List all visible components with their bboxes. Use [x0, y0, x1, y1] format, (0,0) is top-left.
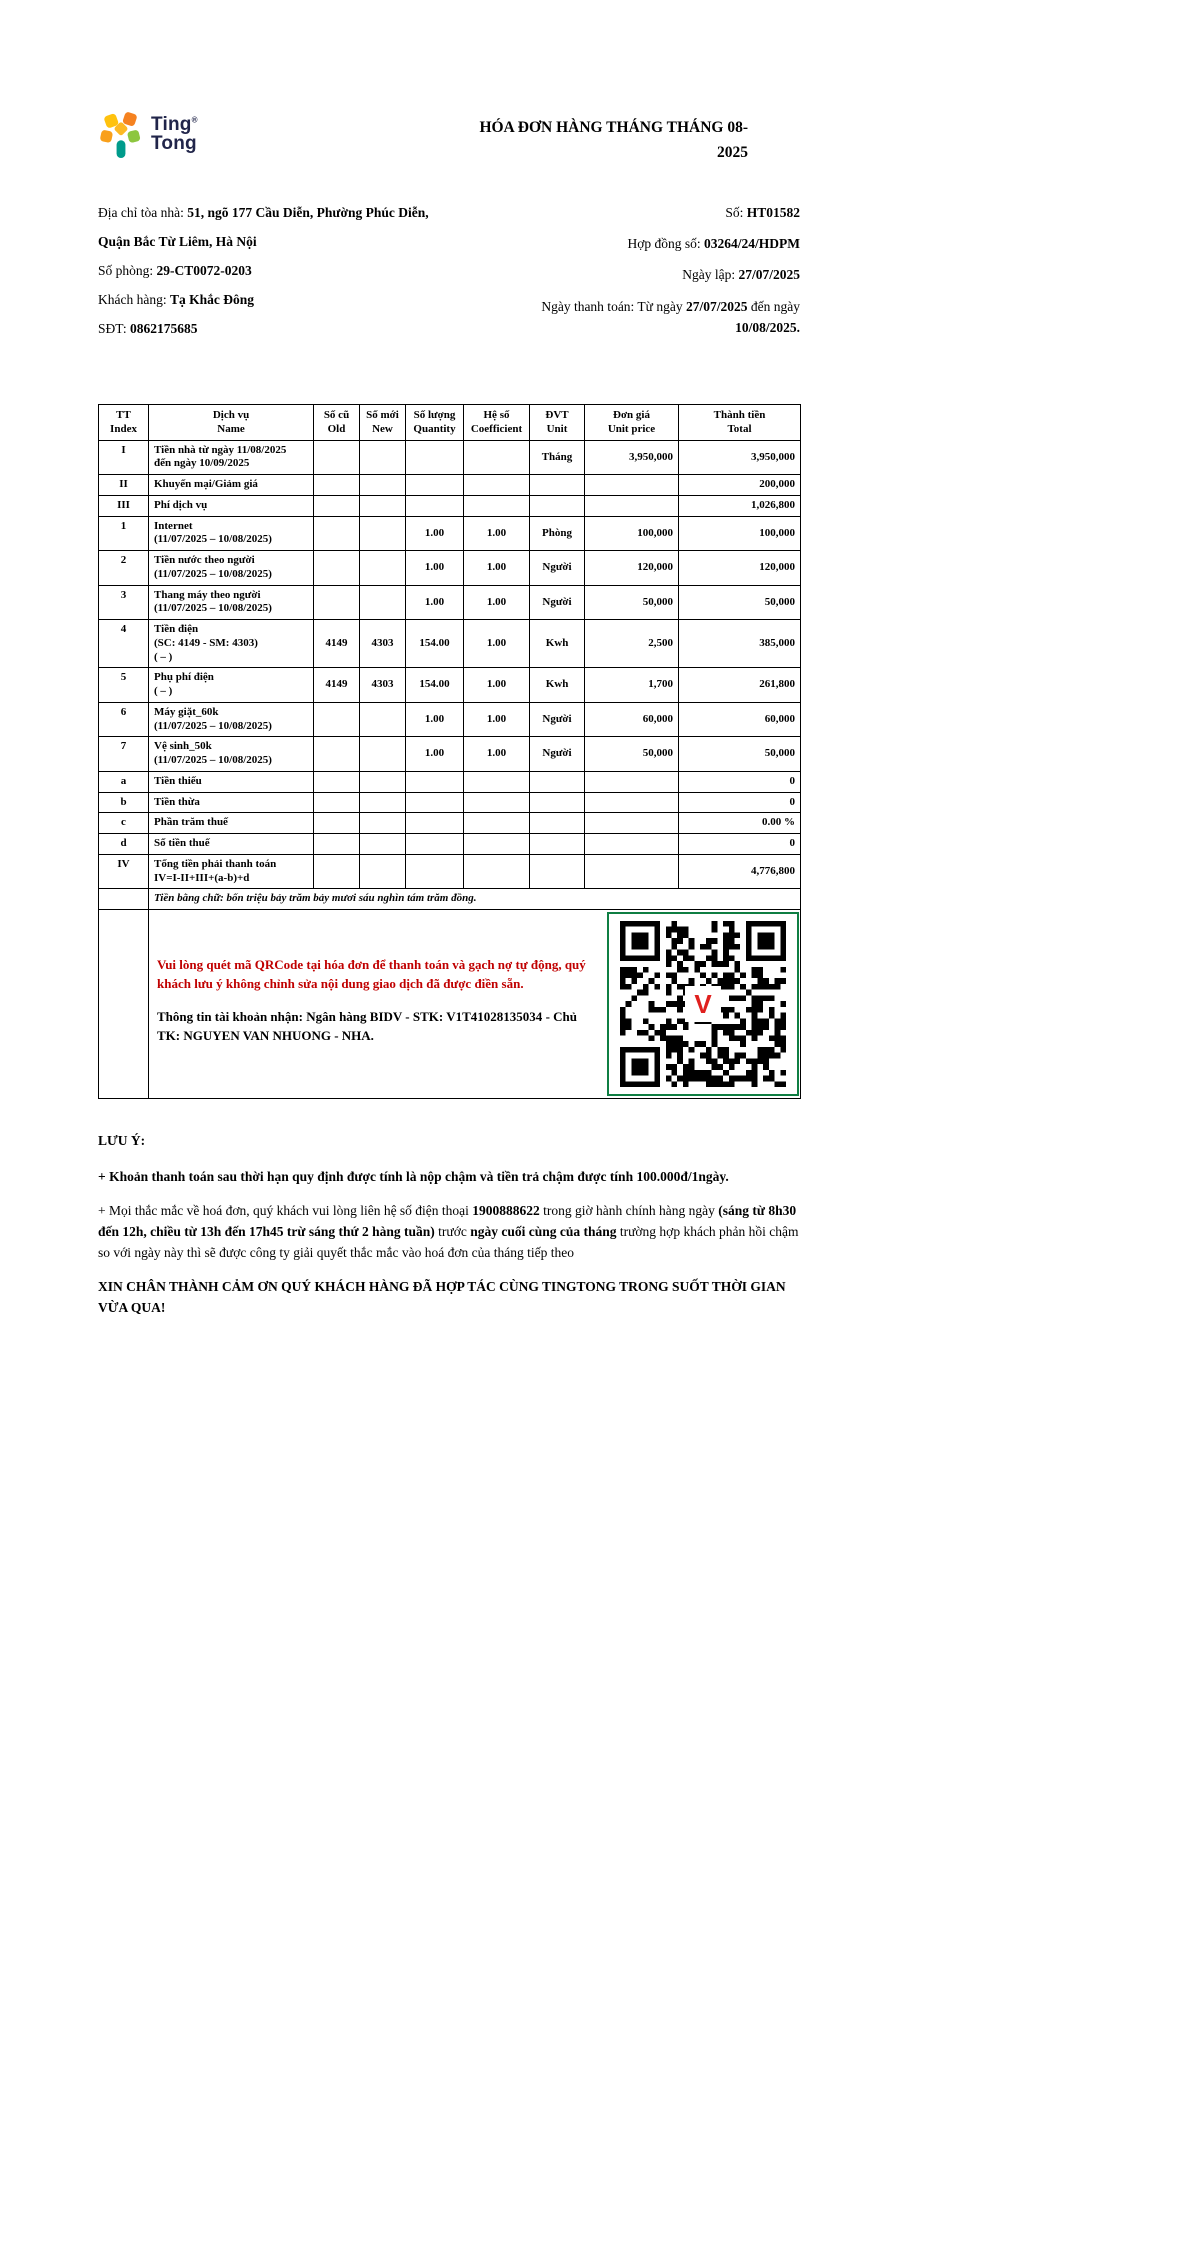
cell-price: 1,700 — [585, 668, 679, 703]
cell-new — [360, 854, 406, 889]
table-row — [99, 771, 801, 792]
cell-name: Tiền điện (SC: 4149 - SM: 4303) ( – ) — [149, 620, 314, 668]
cell-idx: a — [99, 771, 149, 792]
cell-qty — [406, 475, 464, 496]
cell-idx: 5 — [99, 668, 149, 703]
payment-from-date: 27/07/2025 — [686, 299, 748, 315]
cell-coef: 1.00 — [464, 668, 530, 703]
table-row — [99, 585, 801, 620]
qr-center-logo: V — [685, 986, 721, 1022]
empty-cell — [99, 889, 149, 910]
hotline-note-text2: trong giờ hành chính hàng ngày — [539, 1203, 719, 1219]
cell-total: 120,000 — [679, 551, 801, 586]
cell-name: Máy giặt_60k (11/07/2025 – 10/08/2025) — [149, 702, 314, 737]
amount-in-words-row — [99, 889, 801, 910]
room-number-line — [98, 262, 443, 280]
registered-mark: ® — [191, 116, 198, 126]
cell-idx: 1 — [99, 516, 149, 551]
account-info — [157, 1008, 591, 1046]
cell-old — [314, 440, 360, 475]
payment-period-label: Ngày thanh toán: Từ ngày — [541, 299, 686, 315]
cell-name: Tổng tiền phải thanh toán IV=I-II+III+(a-b)+d — [149, 854, 314, 889]
issue-date-value: 27/07/2025 — [738, 267, 800, 283]
thanks-note: XIN CHÂN THÀNH CẢM ƠN QUÝ KHÁCH HÀNG ĐÃ HỢP TÁC CÙNG TINGTONG TRONG SUỐT THỜI GIAN VỪA QUA! — [98, 1278, 786, 1315]
cell-name: Phụ phí điện ( – ) — [149, 668, 314, 703]
cell-new — [360, 792, 406, 813]
cell-coef — [464, 792, 530, 813]
cell-total: 100,000 — [679, 516, 801, 551]
cell-coef — [464, 475, 530, 496]
cell-old: 4149 — [314, 620, 360, 668]
cell-new — [360, 585, 406, 620]
payment-period-line — [470, 297, 800, 339]
cell-old — [314, 771, 360, 792]
tingtong-logo — [98, 110, 198, 160]
cell-price — [585, 771, 679, 792]
cell-price: 100,000 — [585, 516, 679, 551]
cell-old — [314, 585, 360, 620]
cell-old: 4149 — [314, 668, 360, 703]
cell-price — [585, 475, 679, 496]
table-row — [99, 702, 801, 737]
invoice-number-line — [470, 204, 800, 222]
customer-name-value: Tạ Khắc Đông — [169, 292, 254, 308]
cell-new — [360, 551, 406, 586]
payment-to-date: 10/08/2025. — [735, 320, 800, 336]
cell-unit — [530, 771, 585, 792]
cell-new — [360, 516, 406, 551]
column-header: Dịch vụ Name — [149, 405, 314, 441]
cell-qty — [406, 854, 464, 889]
column-header: Đơn giá Unit price — [585, 405, 679, 441]
table-row — [99, 620, 801, 668]
customer-info — [98, 204, 443, 353]
cell-idx: 6 — [99, 702, 149, 737]
cell-total: 0 — [679, 771, 801, 792]
hotline-deadline: ngày cuối cùng của tháng — [470, 1223, 617, 1239]
payment-instructions — [149, 910, 607, 1098]
hotline-note-text4: trường hợp khách phản hồi chậm so với ngày này thì sẽ được công ty giải quyết thắc mắc vào hoá đơn của tháng tiếp theo — [98, 1223, 799, 1260]
table-row — [99, 668, 801, 703]
cell-qty: 1.00 — [406, 737, 464, 772]
cell-coef: 1.00 — [464, 551, 530, 586]
column-header: Số lượng Quantity — [406, 405, 464, 441]
cell-qty: 154.00 — [406, 620, 464, 668]
cell-total: 261,800 — [679, 668, 801, 703]
cell-total: 3,950,000 — [679, 440, 801, 475]
hotline-note — [98, 1201, 800, 1264]
cell-unit: Người — [530, 702, 585, 737]
phone-label: SĐT: — [98, 321, 130, 337]
cell-unit — [530, 792, 585, 813]
cell-total: 50,000 — [679, 737, 801, 772]
cell-new — [360, 475, 406, 496]
column-header: ĐVT Unit — [530, 405, 585, 441]
building-address-line2 — [98, 233, 443, 251]
cell-old — [314, 516, 360, 551]
tingtong-wordmark — [151, 116, 198, 153]
room-number-value: 29-CT0072-0203 — [156, 263, 252, 279]
issue-date-label: Ngày lập: — [682, 267, 739, 283]
cell-name: Số tiền thuế — [149, 834, 314, 855]
cell-coef: 1.00 — [464, 620, 530, 668]
qr-code — [607, 912, 799, 1096]
qr-row — [99, 910, 801, 1099]
payment-to-label: đến ngày — [747, 299, 800, 315]
cell-idx: III — [99, 495, 149, 516]
contract-number-line — [470, 235, 800, 253]
invoice-table-body — [99, 440, 801, 889]
cell-qty — [406, 440, 464, 475]
cell-new: 4303 — [360, 620, 406, 668]
table-header-row — [99, 405, 801, 441]
cell-new — [360, 771, 406, 792]
cell-idx: b — [99, 792, 149, 813]
table-row — [99, 813, 801, 834]
cell-unit — [530, 475, 585, 496]
cell-new — [360, 440, 406, 475]
account-number: V1T41028135034 — [446, 1008, 543, 1024]
cell-unit: Tháng — [530, 440, 585, 475]
cell-unit — [530, 495, 585, 516]
cell-old — [314, 792, 360, 813]
cell-unit: Người — [530, 737, 585, 772]
account-holder-name: NGUYEN VAN NHUONG - NHA. — [183, 1027, 374, 1043]
table-row — [99, 495, 801, 516]
invoice-content — [98, 0, 800, 1319]
cell-unit — [530, 854, 585, 889]
amount-in-words-label: Tiền bằng chữ: — [154, 892, 227, 905]
table-row — [99, 737, 801, 772]
cell-new — [360, 737, 406, 772]
cell-old — [314, 495, 360, 516]
cell-total: 0 — [679, 792, 801, 813]
cell-idx: IV — [99, 854, 149, 889]
cell-coef: 1.00 — [464, 585, 530, 620]
cell-name: Tiền nước theo người (11/07/2025 – 10/08/2025) — [149, 551, 314, 586]
cell-name: Tiền thiếu — [149, 771, 314, 792]
cell-coef — [464, 495, 530, 516]
cell-name: Internet (11/07/2025 – 10/08/2025) — [149, 516, 314, 551]
customer-name-label: Khách hàng: — [98, 292, 170, 308]
cell-total: 385,000 — [679, 620, 801, 668]
qr-payment-cell — [149, 910, 801, 1099]
header — [98, 110, 800, 166]
phone-value: 0862175685 — [129, 321, 198, 337]
cell-idx: 4 — [99, 620, 149, 668]
cell-qty — [406, 771, 464, 792]
column-header: TT Index — [99, 405, 149, 441]
cell-price: 2,500 — [585, 620, 679, 668]
column-header: Số mới New — [360, 405, 406, 441]
cell-price: 50,000 — [585, 737, 679, 772]
building-address-value: 51, ngõ 177 Cầu Diễn, Phường Phúc Diễn, — [187, 204, 429, 220]
cell-idx: 7 — [99, 737, 149, 772]
cell-coef: 1.00 — [464, 737, 530, 772]
cell-price — [585, 495, 679, 516]
account-holder-label: - Chủ TK: — [157, 1008, 577, 1043]
invoice-table — [98, 404, 801, 1099]
cell-unit — [530, 834, 585, 855]
cell-total: 1,026,800 — [679, 495, 801, 516]
page-title — [470, 116, 800, 166]
cell-qty — [406, 834, 464, 855]
cell-old — [314, 813, 360, 834]
table-row — [99, 551, 801, 586]
contract-number-value: 03264/24/HDPM — [704, 235, 800, 251]
cell-coef — [464, 440, 530, 475]
cell-unit: Kwh — [530, 620, 585, 668]
issue-date-line — [470, 266, 800, 284]
tingtong-logo-icon — [98, 110, 144, 160]
invoice-meta — [470, 204, 800, 353]
cell-new — [360, 495, 406, 516]
cell-unit: Kwh — [530, 668, 585, 703]
cell-name: Phí dịch vụ — [149, 495, 314, 516]
building-address-label: Địa chỉ tòa nhà: — [98, 204, 188, 220]
cell-idx: I — [99, 440, 149, 475]
cell-idx: 2 — [99, 551, 149, 586]
table-row — [99, 834, 801, 855]
wordmark-line2: Tong — [151, 133, 197, 154]
hotline-hours: (sáng từ 8h30 đến 12h, chiều từ 13h đến 17h45 trừ sáng thứ 2 hàng tuần) — [98, 1203, 797, 1239]
cell-price: 3,950,000 — [585, 440, 679, 475]
notes-section — [98, 1131, 800, 1318]
cell-name: Phần trăm thuế — [149, 813, 314, 834]
late-payment-note: + Khoản thanh toán sau thời hạn quy định được tính là nộp chậm và tiền trả chậm được tính 100.000đ/1ngày. — [98, 1169, 729, 1185]
column-header: Số cũ Old — [314, 405, 360, 441]
cell-price — [585, 792, 679, 813]
amount-in-words-value: bốn triệu bảy trăm bảy mươi sáu nghìn tám trăm đồng. — [226, 892, 477, 905]
cell-old — [314, 475, 360, 496]
cell-price — [585, 813, 679, 834]
cell-qty — [406, 792, 464, 813]
empty-cell — [99, 910, 149, 1099]
cell-old — [314, 702, 360, 737]
cell-qty — [406, 813, 464, 834]
customer-name-line — [98, 291, 443, 309]
cell-idx: 3 — [99, 585, 149, 620]
table-row — [99, 854, 801, 889]
wordmark-line1: Ting — [151, 114, 192, 136]
cell-coef: 1.00 — [464, 516, 530, 551]
cell-qty: 1.00 — [406, 702, 464, 737]
cell-price: 120,000 — [585, 551, 679, 586]
cell-total: 4,776,800 — [679, 854, 801, 889]
cell-price: 50,000 — [585, 585, 679, 620]
cell-new — [360, 834, 406, 855]
cell-name: Khuyến mại/Giảm giá — [149, 475, 314, 496]
cell-coef: 1.00 — [464, 702, 530, 737]
cell-new — [360, 813, 406, 834]
cell-unit — [530, 813, 585, 834]
cell-name: Tiền nhà từ ngày 11/08/2025 đến ngày 10/09/2025 — [149, 440, 314, 475]
cell-old — [314, 854, 360, 889]
account-prefix: Thông tin tài khoản nhận: Ngân hàng BIDV - STK: — [157, 1008, 447, 1024]
table-row — [99, 516, 801, 551]
cell-unit: Người — [530, 585, 585, 620]
cell-unit: Người — [530, 551, 585, 586]
cell-price — [585, 834, 679, 855]
table-row — [99, 792, 801, 813]
hotline-note-text1: + Mọi thắc mắc về hoá đơn, quý khách vui lòng liên hệ số điện thoại — [98, 1203, 473, 1219]
cell-price: 60,000 — [585, 702, 679, 737]
building-address-value2: Quận Bắc Từ Liêm, Hà Nội — [98, 233, 257, 249]
cell-total: 60,000 — [679, 702, 801, 737]
cell-total: 200,000 — [679, 475, 801, 496]
invoice-table-footer — [99, 889, 801, 1099]
cell-coef — [464, 771, 530, 792]
page-title-line2: 2025 — [717, 143, 748, 161]
room-number-label: Số phòng: — [98, 263, 157, 279]
cell-name: Vệ sinh_50k (11/07/2025 – 10/08/2025) — [149, 737, 314, 772]
cell-total: 0.00 % — [679, 813, 801, 834]
cell-coef — [464, 813, 530, 834]
page-title-line1: HÓA ĐƠN HÀNG THÁNG THÁNG 08- — [479, 119, 748, 136]
invoice-number-value: HT01582 — [746, 204, 800, 220]
notes-title: LƯU Ý: — [98, 1133, 146, 1149]
cell-price — [585, 854, 679, 889]
cell-old — [314, 834, 360, 855]
cell-idx: c — [99, 813, 149, 834]
cell-qty: 1.00 — [406, 585, 464, 620]
cell-old — [314, 551, 360, 586]
cell-name: Thang máy theo người (11/07/2025 – 10/08/2025) — [149, 585, 314, 620]
phone-line — [98, 320, 443, 338]
cell-qty: 1.00 — [406, 516, 464, 551]
column-header: Thành tiền Total — [679, 405, 801, 441]
cell-new — [360, 702, 406, 737]
cell-unit: Phòng — [530, 516, 585, 551]
contract-number-label: Hợp đồng số: — [627, 235, 704, 251]
hotline-number: 1900888622 — [472, 1203, 540, 1219]
table-row — [99, 440, 801, 475]
cell-coef — [464, 834, 530, 855]
qr-instruction: Vui lòng quét mã QRCode tại hóa đơn để thanh toán và gạch nợ tự động, quý khách lưu ý không chỉnh sửa nội dung giao dịch đã được điền sẵn. — [157, 957, 586, 992]
hotline-note-text3: trước — [434, 1223, 471, 1239]
cell-old — [314, 737, 360, 772]
table-row — [99, 475, 801, 496]
cell-coef — [464, 854, 530, 889]
cell-qty: 154.00 — [406, 668, 464, 703]
invoice-number-label: Số: — [725, 204, 747, 220]
cell-total: 0 — [679, 834, 801, 855]
cell-qty: 1.00 — [406, 551, 464, 586]
cell-new: 4303 — [360, 668, 406, 703]
invoice-info — [98, 204, 800, 353]
cell-qty — [406, 495, 464, 516]
cell-total: 50,000 — [679, 585, 801, 620]
cell-idx: d — [99, 834, 149, 855]
cell-idx: II — [99, 475, 149, 496]
cell-name: Tiền thừa — [149, 792, 314, 813]
amount-in-words-cell — [149, 889, 801, 910]
building-address-line — [98, 204, 443, 222]
column-header: Hệ số Coefficient — [464, 405, 530, 441]
